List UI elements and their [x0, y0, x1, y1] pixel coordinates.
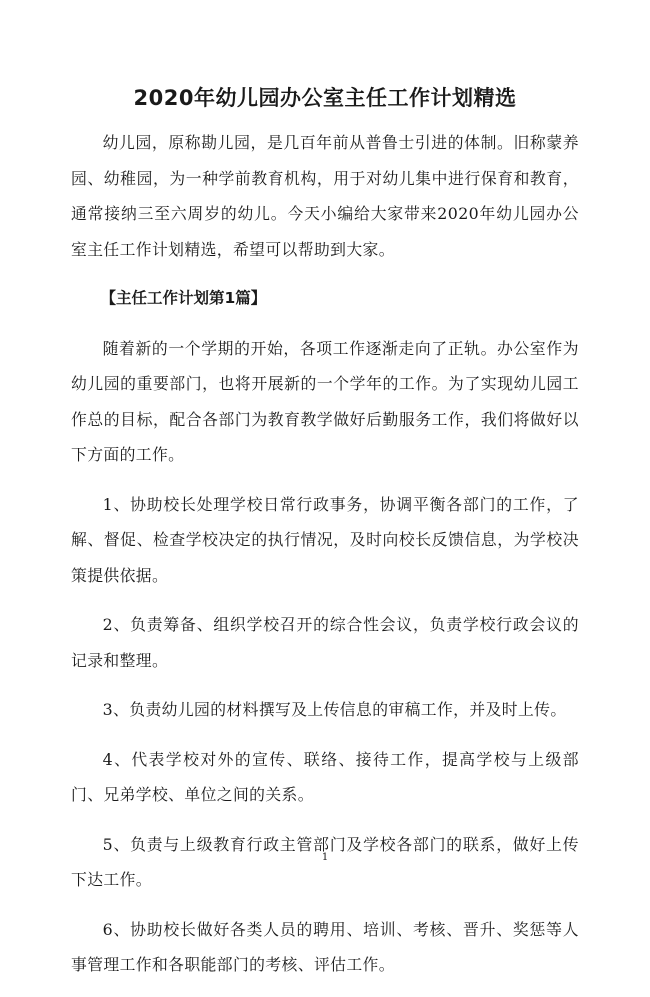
body-paragraph-1: 随着新的一个学期的开始，各项工作逐渐走向了正轨。办公室作为幼儿园的重要部门，也将开展新的一个学年的工作。为了实现幼儿园工作总的目标，配合各部门为教育教学做好后勤服务工作，我们将做好以下方面的工作。: [71, 338, 579, 464]
body-paragraph-5: 4、代表学校对外的宣传、联络、接待工作，提高学校与上级部门、兄弟学校、单位之间的关系。: [71, 749, 579, 804]
body-paragraph-4: 3、负责幼儿园的材料撰写及上传信息的审稿工作，并及时上传。: [102, 700, 567, 719]
document-title: 2020年幼儿园办公室主任工作计划精选: [133, 86, 517, 110]
body-paragraph-6: 5、负责与上级教育行政主管部门及学校各部门的联系，做好上传下达工作。: [71, 834, 579, 889]
document-body: [71, 125, 579, 997]
section-heading: 【主任工作计划第1篇】: [100, 289, 267, 307]
intro-paragraph: 幼儿园，原称勘儿园，是几百年前从普鲁士引进的体制。旧称蒙养园、幼稚园，为一种学前教育机构，用于对幼儿集中进行保育和教育，通常接纳三至六周岁的幼儿。今天小编给大家带来2020年幼儿园办公室主任工作计划精选，希望可以帮助到大家。: [71, 133, 579, 259]
body-paragraph-3: 2、负责筹备、组织学校召开的综合性会议，负责学校行政会议的记录和整理。: [71, 615, 579, 670]
body-paragraph-2: 1、协助校长处理学校日常行政事务，协调平衡各部门的工作，了解、督促、检查学校决定的执行情况，及时向校长反馈信息，为学校决策提供依据。: [71, 494, 579, 585]
body-paragraph-7: 6、协助校长做好各类人员的聘用、培训、考核、晋升、奖惩等人事管理工作和各职能部门的考核、评估工作。: [71, 919, 579, 974]
page-number: 1: [321, 852, 329, 863]
